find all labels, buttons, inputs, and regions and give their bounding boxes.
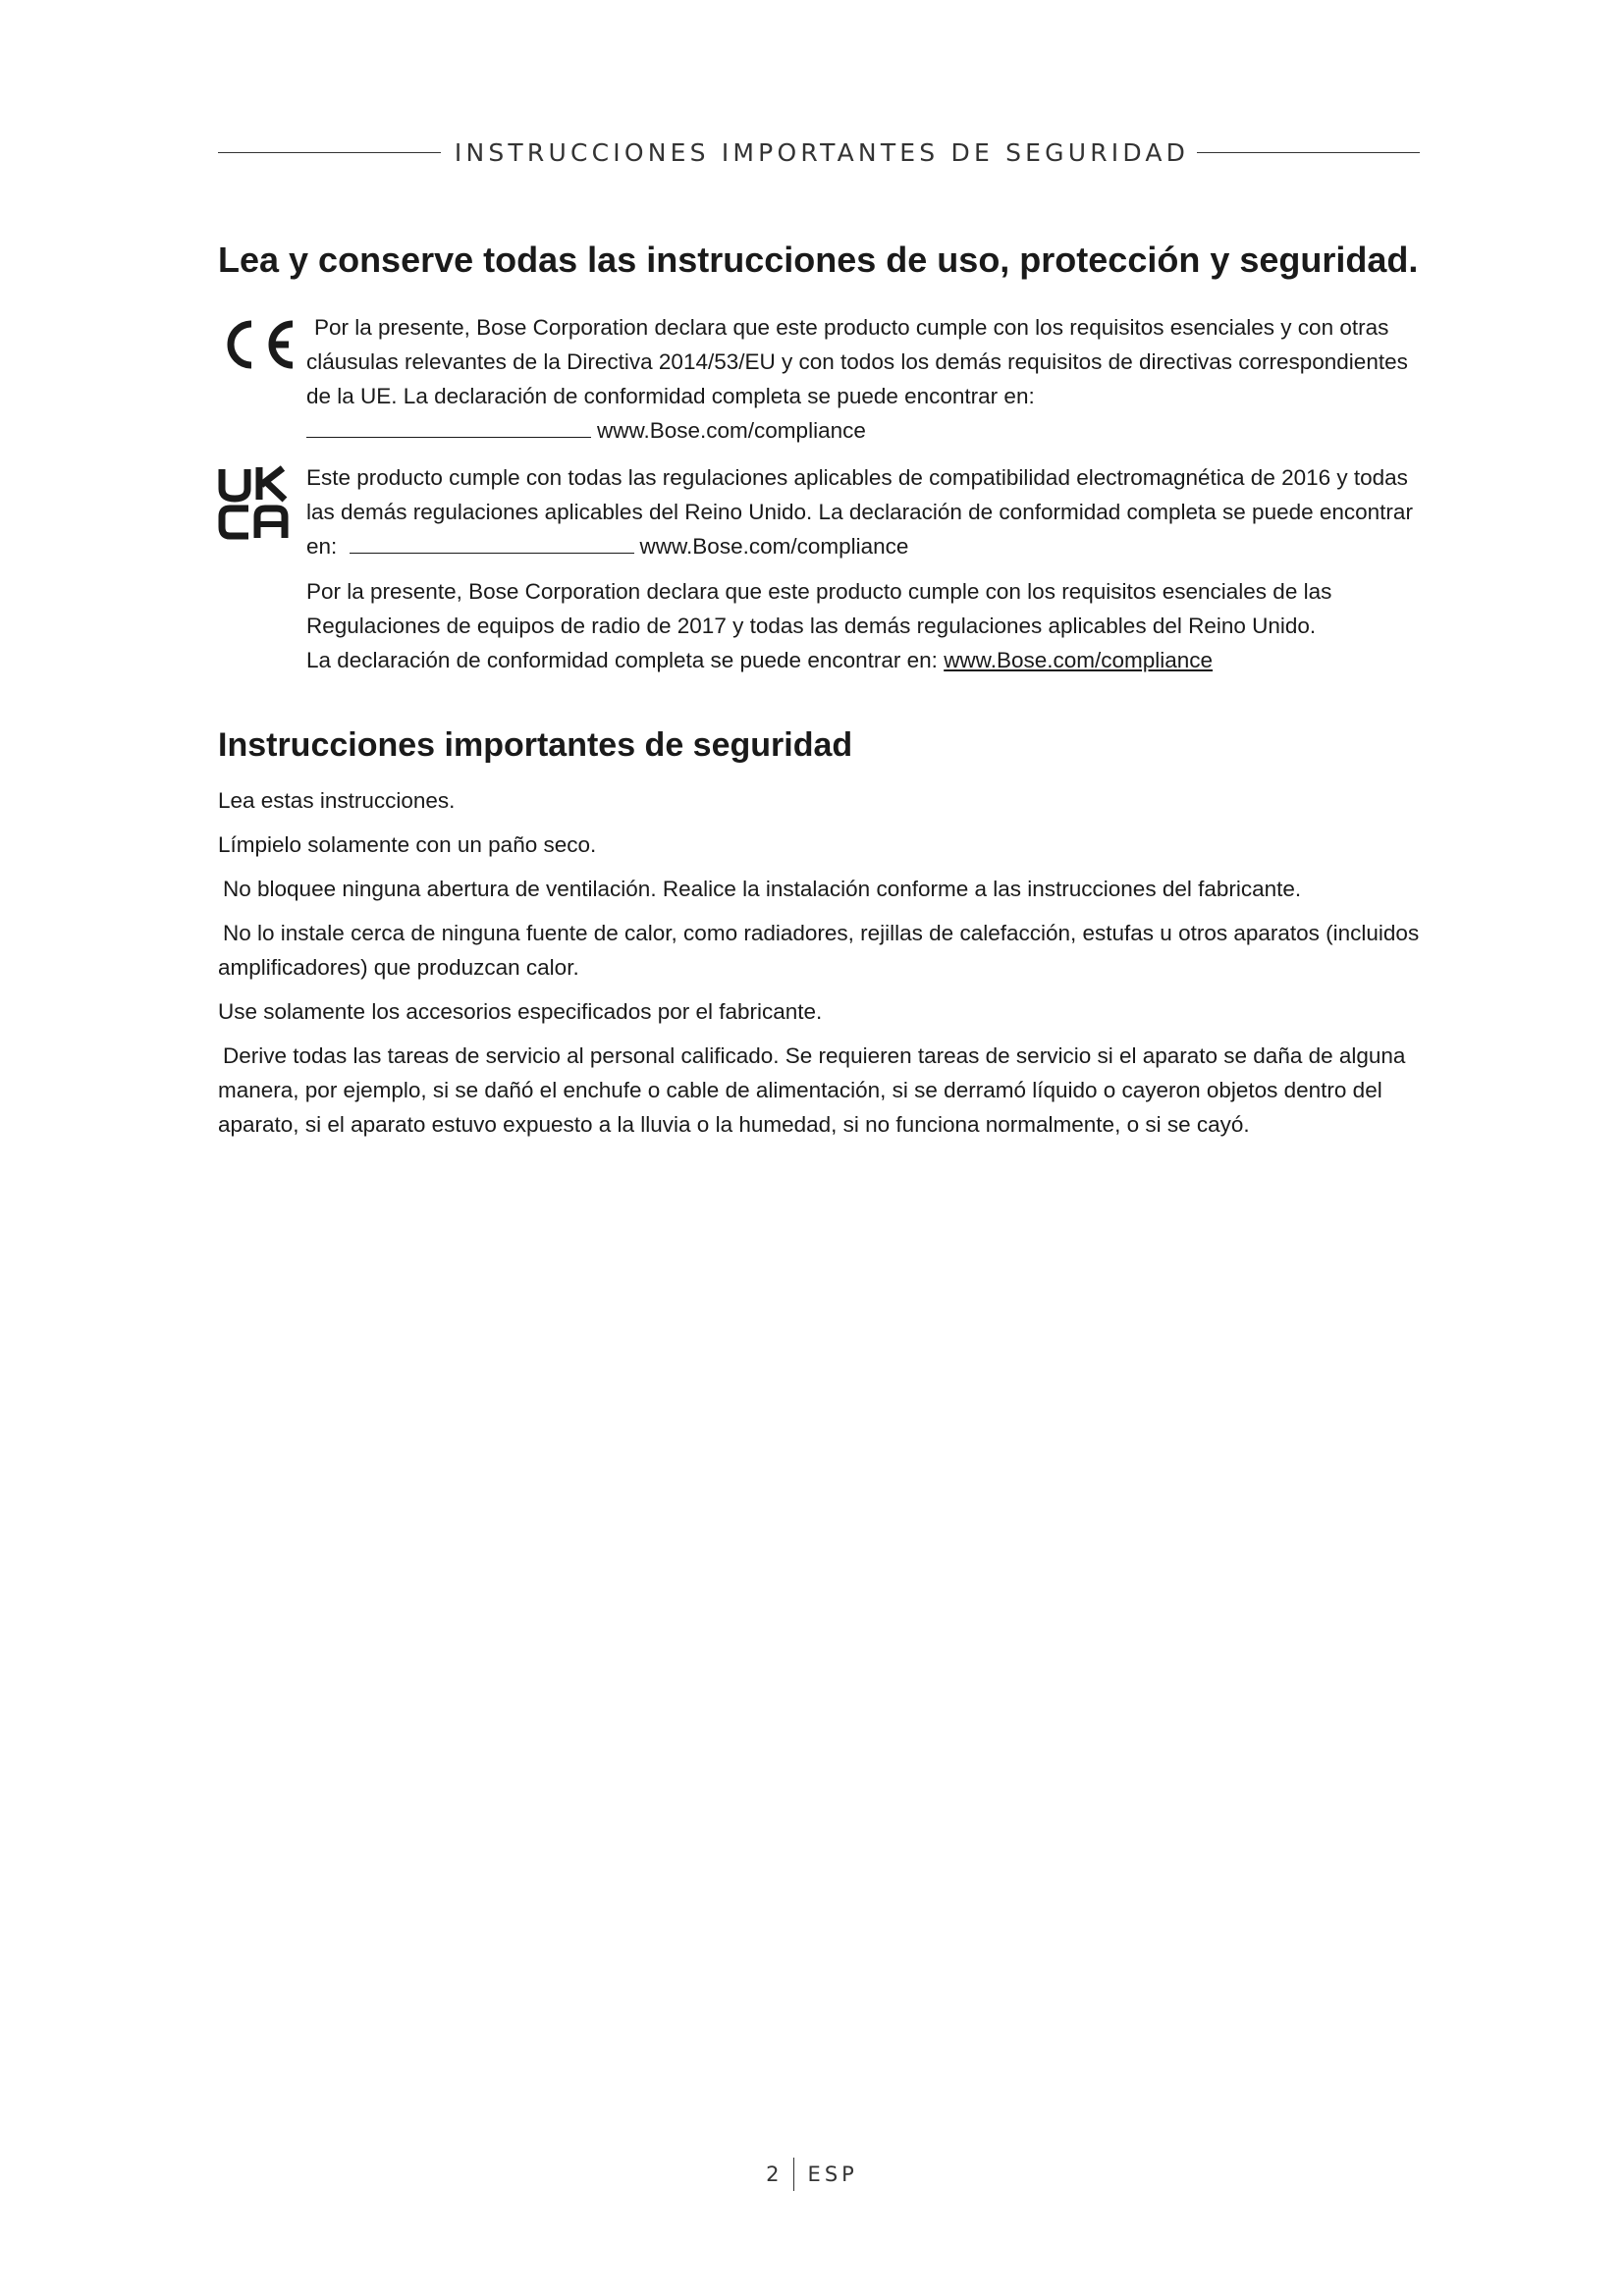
safety-instructions-list xyxy=(218,783,1435,1151)
page-number: 2 xyxy=(766,2163,780,2186)
ukca-declaration xyxy=(306,460,1435,677)
page-footer xyxy=(0,2158,1624,2191)
ce-declaration-text: Por la presente, Bose Corporation declara que este producto cumple con los requisitos esenciales y con otras cláusulas relevantes de la Directiva 2014/53/EU y con todos los demás requisitos de directivas correspondientes de la UE. La declaración de conformidad completa se puede encontrar en: xyxy=(306,315,1408,408)
header-rule-right xyxy=(1197,152,1420,153)
ukca-mark-icon xyxy=(218,465,289,540)
ce-mark-icon xyxy=(218,316,295,373)
list-item: No bloquee ninguna abertura de ventilación. Realice la instalación conforme a las instrucciones del fabricante. xyxy=(223,877,1302,901)
ukca-radio-text: Por la presente, Bose Corporation declara que este producto cumple con los requisitos esenciales de las Regulaciones de equipos de radio de 2017 y todas las demás regulaciones aplicables del Reino Unido. xyxy=(306,579,1332,638)
list-item: No lo instale cerca de ninguna fuente de calor, como radiadores, rejillas de calefacción, estufas u otros aparatos (incluidos amplificadores) que produzcan calor. xyxy=(218,921,1420,980)
list-item: Lea estas instrucciones. xyxy=(218,788,456,813)
header-title: INSTRUCCIONES IMPORTANTES DE SEGURIDAD xyxy=(454,137,1190,167)
safety-heading: Instrucciones importantes de seguridad xyxy=(218,726,853,764)
ukca-compliance-url: www.Bose.com/compliance xyxy=(639,534,909,559)
ukca-declaration-text: Este producto cumple con todas las regulaciones aplicables de compatibilidad electromagnética de 2016 y todas las demás regulaciones aplicables del Reino Unido. La declaración de conformidad completa se puede encontrar en: xyxy=(306,465,1413,559)
ukca-radio-text-2: La declaración de conformidad completa se puede encontrar en: xyxy=(306,648,938,672)
list-item: Use solamente los accesorios especificados por el fabricante. xyxy=(218,999,823,1024)
header-rule-left xyxy=(218,152,441,153)
list-item: Límpielo solamente con un paño seco. xyxy=(218,832,597,857)
ce-declaration xyxy=(306,310,1435,448)
list-item: Derive todas las tareas de servicio al personal calificado. Se requieren tareas de servicio si el aparato se daña de alguna manera, por ejemplo, si se dañó el enchufe o cable de alimentación, si se derramó líquido o cayeron objetos dentro del aparato, si el aparato estuvo expuesto a la lluvia o la humedad, si no funciona normalmente, o si se cayó. xyxy=(218,1043,1406,1137)
ce-blank-line xyxy=(306,415,591,438)
ce-compliance-url: www.Bose.com/compliance xyxy=(597,418,866,443)
main-heading: Lea y conserve todas las instrucciones de uso, protección y seguridad. xyxy=(218,240,1419,280)
page-header xyxy=(218,134,1420,170)
ukca-compliance-link[interactable]: www.Bose.com/compliance xyxy=(944,648,1214,672)
language-code: ESP xyxy=(807,2163,858,2186)
ukca-blank-line xyxy=(350,531,634,554)
